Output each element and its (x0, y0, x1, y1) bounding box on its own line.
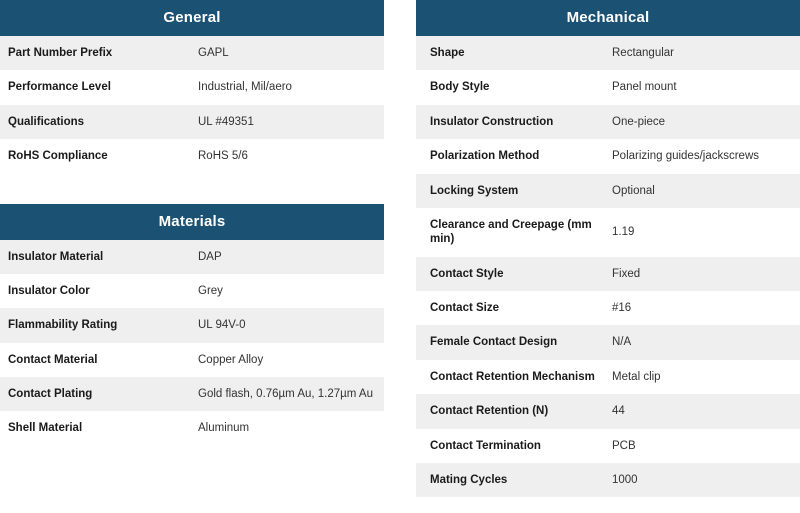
table-row (416, 429, 800, 463)
spec-table-materials (0, 204, 384, 446)
row-value: Copper Alloy (192, 343, 384, 377)
row-label: Contact Termination (416, 429, 608, 463)
table-row (416, 257, 800, 291)
section-title-mechanical: Mechanical (416, 0, 800, 36)
table-row (0, 70, 384, 104)
row-label: Contact Material (0, 343, 192, 377)
row-value: Fixed (608, 257, 800, 291)
table-row (0, 343, 384, 377)
row-value: Metal clip (608, 360, 800, 394)
row-value: N/A (608, 325, 800, 359)
row-value: Grey (192, 274, 384, 308)
table-row (416, 325, 800, 359)
row-value: DAP (192, 240, 384, 274)
table-row (416, 463, 800, 497)
table-row (0, 105, 384, 139)
table-row (416, 360, 800, 394)
row-value: RoHS 5/6 (192, 139, 384, 173)
table-row (416, 394, 800, 428)
table-row (416, 139, 800, 173)
row-label: Qualifications (0, 105, 192, 139)
table-row (0, 240, 384, 274)
row-value: #16 (608, 291, 800, 325)
row-value: GAPL (192, 36, 384, 70)
row-value: Rectangular (608, 36, 800, 70)
row-label: RoHS Compliance (0, 139, 192, 173)
table-row (416, 208, 800, 257)
row-label: Shell Material (0, 411, 192, 445)
table-header-row (0, 0, 384, 36)
row-value: 44 (608, 394, 800, 428)
row-label: Insulator Color (0, 274, 192, 308)
section-title-materials: Materials (0, 204, 384, 240)
row-value: 1000 (608, 463, 800, 497)
row-value: Gold flash, 0.76µm Au, 1.27µm Au (192, 377, 384, 411)
row-label: Contact Retention (N) (416, 394, 608, 428)
table-row (0, 274, 384, 308)
row-label: Part Number Prefix (0, 36, 192, 70)
row-value: Panel mount (608, 70, 800, 104)
right-column (416, 0, 800, 497)
table-row (416, 291, 800, 325)
row-value: Aluminum (192, 411, 384, 445)
row-value: Optional (608, 174, 800, 208)
section-title-general: General (0, 0, 384, 36)
row-label: Contact Plating (0, 377, 192, 411)
table-row (0, 308, 384, 342)
row-label: Mating Cycles (416, 463, 608, 497)
row-label: Body Style (416, 70, 608, 104)
row-label: Contact Size (416, 291, 608, 325)
table-header-row (0, 204, 384, 240)
table-row (0, 36, 384, 70)
row-label: Locking System (416, 174, 608, 208)
row-label: Female Contact Design (416, 325, 608, 359)
table-row (0, 139, 384, 173)
row-label: Polarization Method (416, 139, 608, 173)
table-row (416, 70, 800, 104)
table-row (416, 174, 800, 208)
table-row (416, 105, 800, 139)
row-value: PCB (608, 429, 800, 463)
row-label: Insulator Construction (416, 105, 608, 139)
row-label: Clearance and Creepage (mm min) (416, 208, 608, 257)
spec-table-general (0, 0, 384, 174)
table-header-row (416, 0, 800, 36)
row-label: Performance Level (0, 70, 192, 104)
row-value: One-piece (608, 105, 800, 139)
table-row (416, 36, 800, 70)
row-value: UL #49351 (192, 105, 384, 139)
row-label: Contact Style (416, 257, 608, 291)
row-label: Contact Retention Mechanism (416, 360, 608, 394)
row-value: Industrial, Mil/aero (192, 70, 384, 104)
row-value: 1.19 (608, 208, 800, 257)
row-label: Insulator Material (0, 240, 192, 274)
table-row (0, 377, 384, 411)
row-label: Shape (416, 36, 608, 70)
left-column (0, 0, 384, 446)
row-value: UL 94V-0 (192, 308, 384, 342)
spec-table-mechanical (416, 0, 800, 497)
row-value: Polarizing guides/jackscrews (608, 139, 800, 173)
row-label: Flammability Rating (0, 308, 192, 342)
table-row (0, 411, 384, 445)
